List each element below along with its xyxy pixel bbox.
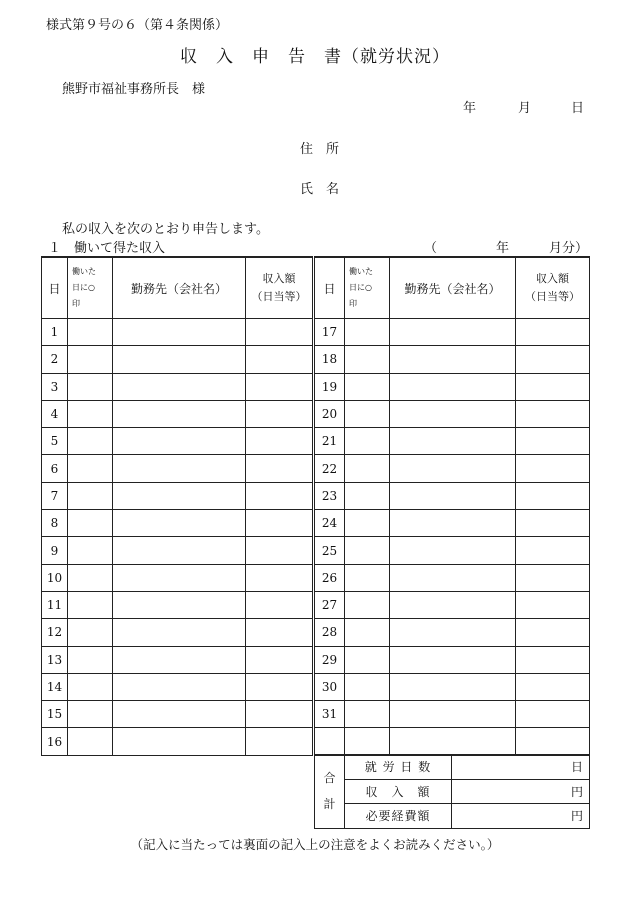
- income-cell[interactable]: [246, 646, 314, 673]
- income-cell[interactable]: [516, 591, 590, 618]
- date-day-label: 日: [571, 101, 585, 116]
- income-cell[interactable]: [246, 455, 314, 482]
- day-number: 4: [42, 400, 68, 427]
- income-cell[interactable]: [246, 673, 314, 700]
- header-employer: 勤務先（会社名）: [113, 257, 246, 319]
- header-income-line1: 収入額: [262, 272, 296, 285]
- worked-mark-cell[interactable]: [345, 646, 390, 673]
- worked-mark-cell[interactable]: [345, 346, 390, 373]
- worked-mark-cell[interactable]: [68, 591, 113, 618]
- day-number: 6: [42, 455, 68, 482]
- income-cell[interactable]: [516, 400, 590, 427]
- form-number: 様式第９号の６（第４条関係）: [46, 18, 229, 33]
- day-number: 26: [314, 564, 345, 591]
- employer-cell[interactable]: [113, 564, 246, 591]
- totals-row-value[interactable]: 円: [452, 779, 590, 804]
- worked-mark-cell[interactable]: [345, 673, 390, 700]
- totals-label-bottom: 計: [323, 797, 336, 812]
- day-number: 18: [314, 346, 345, 373]
- day-number: 29: [314, 646, 345, 673]
- income-cell[interactable]: [246, 619, 314, 646]
- worked-mark-cell[interactable]: [345, 400, 390, 427]
- income-cell[interactable]: [246, 319, 314, 346]
- employer-cell[interactable]: [390, 346, 516, 373]
- header-day-right: 日: [314, 257, 345, 319]
- employer-cell[interactable]: [390, 319, 516, 346]
- table-row: [42, 510, 590, 537]
- employer-cell[interactable]: [113, 482, 246, 509]
- worked-mark-cell[interactable]: [68, 400, 113, 427]
- worked-mark-cell[interactable]: [345, 619, 390, 646]
- table-row: [42, 537, 590, 564]
- employer-cell[interactable]: [390, 373, 516, 400]
- day-number: 20: [314, 400, 345, 427]
- header-income-line1: 収入額: [536, 272, 569, 285]
- day-number: [314, 728, 345, 755]
- header-income: [246, 257, 314, 319]
- worked-mark-cell[interactable]: [345, 728, 390, 755]
- worked-mark-cell[interactable]: [68, 619, 113, 646]
- worked-mark-cell[interactable]: [68, 537, 113, 564]
- day-number: 24: [314, 510, 345, 537]
- income-cell[interactable]: [516, 537, 590, 564]
- header-income-right: [516, 257, 590, 319]
- header-worked-line1: 働いた: [349, 267, 373, 276]
- worked-mark-cell[interactable]: [68, 728, 113, 755]
- header-worked-line2: 日に○: [349, 283, 372, 292]
- day-number: 8: [42, 510, 68, 537]
- income-cell[interactable]: [246, 482, 314, 509]
- day-number: 3: [42, 373, 68, 400]
- period-month-label: 月分）: [549, 241, 589, 256]
- worked-mark-cell[interactable]: [345, 701, 390, 728]
- worked-mark-cell[interactable]: [345, 455, 390, 482]
- income-table: [41, 256, 590, 756]
- income-cell[interactable]: [516, 428, 590, 455]
- period-year-label: 年: [496, 241, 510, 256]
- income-cell[interactable]: [516, 564, 590, 591]
- income-cell[interactable]: [516, 510, 590, 537]
- income-cell[interactable]: [246, 346, 314, 373]
- table-row: [42, 319, 590, 346]
- employer-cell[interactable]: [390, 673, 516, 700]
- worked-mark-cell[interactable]: [68, 673, 113, 700]
- totals-label-top: 合: [323, 771, 336, 786]
- table-row: [42, 619, 590, 646]
- income-cell[interactable]: [516, 701, 590, 728]
- table-header-row: [42, 257, 590, 319]
- day-number: 31: [314, 701, 345, 728]
- table-row: [42, 701, 590, 728]
- totals-body: [315, 755, 590, 829]
- employer-cell[interactable]: [113, 619, 246, 646]
- worked-mark-cell[interactable]: [68, 701, 113, 728]
- table-row: [42, 400, 590, 427]
- recipient: 熊野市福祉事務所長 様: [62, 82, 206, 97]
- day-number: 14: [42, 673, 68, 700]
- worked-mark-cell[interactable]: [68, 373, 113, 400]
- employer-cell[interactable]: [113, 455, 246, 482]
- table-row: [42, 428, 590, 455]
- header-worked-line1: 働いた: [72, 267, 96, 276]
- worked-mark-cell[interactable]: [345, 510, 390, 537]
- address-label: 住 所: [300, 142, 340, 157]
- totals-row: [315, 755, 590, 780]
- header-worked-line2: 日に○: [72, 283, 95, 292]
- income-cell[interactable]: [516, 373, 590, 400]
- worked-mark-cell[interactable]: [68, 346, 113, 373]
- income-cell[interactable]: [516, 455, 590, 482]
- day-number: 30: [314, 673, 345, 700]
- header-worked-right: [345, 257, 390, 319]
- day-number: 17: [314, 319, 345, 346]
- table-row: [42, 728, 590, 755]
- day-number: 16: [42, 728, 68, 755]
- day-number: 9: [42, 537, 68, 564]
- employer-cell[interactable]: [390, 646, 516, 673]
- section-heading: １ 働いて得た収入: [48, 241, 166, 256]
- income-cell[interactable]: [246, 400, 314, 427]
- income-cell[interactable]: [516, 482, 590, 509]
- employer-cell[interactable]: [113, 701, 246, 728]
- income-cell[interactable]: [246, 373, 314, 400]
- worked-mark-cell[interactable]: [345, 319, 390, 346]
- income-cell[interactable]: [516, 619, 590, 646]
- day-number: 25: [314, 537, 345, 564]
- day-number: 11: [42, 591, 68, 618]
- income-cell[interactable]: [516, 728, 590, 755]
- totals-row: [315, 804, 590, 829]
- employer-cell[interactable]: [390, 400, 516, 427]
- employer-cell[interactable]: [113, 428, 246, 455]
- totals-table: [314, 754, 590, 829]
- page-title: 収 入 申 告 書（就労状況）: [180, 47, 450, 67]
- income-cell[interactable]: [246, 537, 314, 564]
- day-number: 21: [314, 428, 345, 455]
- header-income-line2: （日当等）: [251, 290, 307, 303]
- date-year-label: 年: [463, 101, 477, 116]
- totals-row-label: 収 入 額: [345, 779, 452, 804]
- employer-cell[interactable]: [113, 346, 246, 373]
- day-number: 2: [42, 346, 68, 373]
- day-number: 27: [314, 591, 345, 618]
- worked-mark-cell[interactable]: [68, 455, 113, 482]
- employer-cell[interactable]: [390, 619, 516, 646]
- worked-mark-cell[interactable]: [345, 373, 390, 400]
- income-cell[interactable]: [246, 701, 314, 728]
- day-number: 7: [42, 482, 68, 509]
- employer-cell[interactable]: [113, 319, 246, 346]
- day-number: 19: [314, 373, 345, 400]
- date-month-label: 月: [518, 101, 532, 116]
- income-cell[interactable]: [246, 428, 314, 455]
- income-cell[interactable]: [246, 728, 314, 755]
- day-number: 15: [42, 701, 68, 728]
- worked-mark-cell[interactable]: [345, 591, 390, 618]
- totals-row-value[interactable]: 日: [452, 755, 590, 780]
- income-cell[interactable]: [246, 591, 314, 618]
- table-row: [42, 373, 590, 400]
- header-employer-right: 勤務先（会社名）: [390, 257, 516, 319]
- employer-cell[interactable]: [390, 537, 516, 564]
- employer-cell[interactable]: [390, 701, 516, 728]
- table-row: [42, 591, 590, 618]
- table-row: [42, 346, 590, 373]
- totals-row-value[interactable]: 円: [452, 804, 590, 829]
- employer-cell[interactable]: [113, 537, 246, 564]
- worked-mark-cell[interactable]: [345, 428, 390, 455]
- worked-mark-cell[interactable]: [68, 564, 113, 591]
- name-label: 氏 名: [300, 182, 340, 197]
- header-worked-line3: 印: [349, 299, 357, 308]
- table-row: [42, 673, 590, 700]
- footer-note: （記入に当たっては裏面の記入上の注意をよくお読みください。）: [130, 837, 500, 852]
- employer-cell[interactable]: [113, 646, 246, 673]
- employer-cell[interactable]: [113, 373, 246, 400]
- totals-row-label: 就 労 日 数: [345, 755, 452, 780]
- worked-mark-cell[interactable]: [68, 646, 113, 673]
- day-number: 1: [42, 319, 68, 346]
- totals-row-label: 必要経費額: [345, 804, 452, 829]
- employer-cell[interactable]: [390, 564, 516, 591]
- employer-cell[interactable]: [113, 510, 246, 537]
- day-number: 12: [42, 619, 68, 646]
- worked-mark-cell[interactable]: [68, 428, 113, 455]
- day-number: 22: [314, 455, 345, 482]
- employer-cell[interactable]: [390, 455, 516, 482]
- day-number: 13: [42, 646, 68, 673]
- worked-mark-cell[interactable]: [68, 482, 113, 509]
- header-day: 日: [42, 257, 68, 319]
- employer-cell[interactable]: [390, 428, 516, 455]
- worked-mark-cell[interactable]: [345, 482, 390, 509]
- worked-mark-cell[interactable]: [68, 319, 113, 346]
- income-cell[interactable]: [246, 510, 314, 537]
- day-number: 28: [314, 619, 345, 646]
- totals-label: [315, 755, 345, 829]
- income-cell[interactable]: [246, 564, 314, 591]
- totals-row: [315, 779, 590, 804]
- table-row: [42, 564, 590, 591]
- employer-cell[interactable]: [113, 591, 246, 618]
- worked-mark-cell[interactable]: [345, 564, 390, 591]
- table-row: [42, 646, 590, 673]
- table-row: [42, 482, 590, 509]
- employer-cell[interactable]: [113, 673, 246, 700]
- intro-text: 私の収入を次のとおり申告します。: [62, 222, 269, 237]
- day-number: 10: [42, 564, 68, 591]
- day-number: 5: [42, 428, 68, 455]
- income-cell[interactable]: [516, 319, 590, 346]
- income-cell[interactable]: [516, 346, 590, 373]
- header-worked-line3: 印: [72, 299, 80, 308]
- table-row: [42, 455, 590, 482]
- period-open: （: [424, 241, 438, 256]
- employer-cell[interactable]: [390, 728, 516, 755]
- worked-mark-cell[interactable]: [68, 510, 113, 537]
- employer-cell[interactable]: [390, 482, 516, 509]
- employer-cell[interactable]: [390, 510, 516, 537]
- header-worked: [68, 257, 113, 319]
- table-body: [42, 319, 590, 756]
- header-income-line2: （日当等）: [525, 290, 580, 303]
- employer-cell[interactable]: [390, 591, 516, 618]
- employer-cell[interactable]: [113, 400, 246, 427]
- day-number: 23: [314, 482, 345, 509]
- worked-mark-cell[interactable]: [345, 537, 390, 564]
- income-cell[interactable]: [516, 646, 590, 673]
- income-cell[interactable]: [516, 673, 590, 700]
- employer-cell[interactable]: [113, 728, 246, 755]
